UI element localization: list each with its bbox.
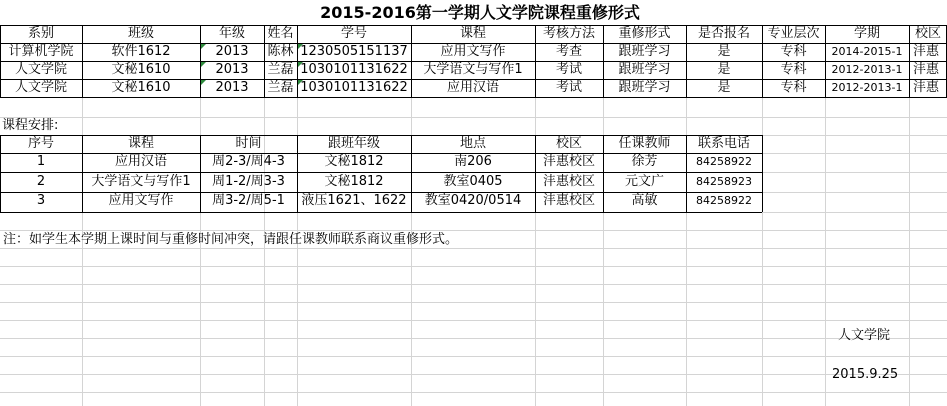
schedule-column-header: 跟班年级 bbox=[327, 136, 380, 151]
schedule-cell[interactable]: 周1-2/周3-3 bbox=[212, 173, 285, 189]
table-cell[interactable]: 兰磊 bbox=[267, 80, 294, 95]
schedule-cell[interactable]: 沣惠校区 bbox=[542, 173, 595, 189]
column-header: 考核方法 bbox=[542, 26, 595, 41]
table-cell[interactable]: 考试 bbox=[555, 80, 582, 95]
schedule-column-header: 联系电话 bbox=[697, 136, 750, 151]
column-header: 是否报名 bbox=[697, 26, 750, 41]
table-cell[interactable]: 跟班学习 bbox=[618, 44, 671, 59]
gridline-horizontal bbox=[0, 338, 947, 339]
table-cell[interactable]: 陈林 bbox=[267, 44, 294, 59]
schedule-column-header: 任课教师 bbox=[618, 136, 671, 151]
gridline-horizontal bbox=[0, 266, 947, 267]
table-cell[interactable]: 沣惠 bbox=[913, 80, 940, 95]
table-cell[interactable]: 计算机学院 bbox=[8, 44, 74, 59]
table-cell[interactable]: 文秘1610 bbox=[111, 80, 171, 95]
table-cell[interactable]: 沣惠 bbox=[913, 44, 940, 59]
gridline-horizontal bbox=[0, 302, 947, 303]
table-cell[interactable]: 是 bbox=[717, 44, 731, 59]
table-cell[interactable]: 1030101131622 bbox=[300, 62, 408, 77]
table-cell[interactable]: 软件1612 bbox=[111, 44, 171, 59]
cell-comment-marker bbox=[201, 80, 206, 85]
table-cell[interactable]: 2013 bbox=[215, 80, 249, 95]
column-header: 学号 bbox=[340, 26, 367, 41]
schedule-cell[interactable]: 84258922 bbox=[696, 155, 752, 168]
schedule-cell[interactable]: 高敏 bbox=[631, 193, 658, 208]
schedule-label: 课程安排: bbox=[2, 118, 59, 133]
column-header: 专业层次 bbox=[767, 26, 820, 41]
table-border bbox=[0, 212, 762, 213]
table-cell[interactable]: 2012-2013-1 bbox=[831, 81, 903, 94]
schedule-cell[interactable]: 教室0405 bbox=[443, 173, 503, 189]
column-header: 学期 bbox=[853, 26, 880, 41]
table-cell[interactable]: 是 bbox=[717, 62, 731, 77]
table-cell[interactable]: 2014-2015-1 bbox=[831, 45, 903, 58]
table-cell[interactable]: 大学语文与写作1 bbox=[423, 62, 523, 77]
schedule-cell[interactable]: 应用文写作 bbox=[108, 193, 174, 208]
table-cell[interactable]: 专科 bbox=[780, 80, 807, 95]
schedule-column-header: 地点 bbox=[459, 136, 486, 151]
gridline-horizontal bbox=[0, 117, 947, 118]
schedule-column-header: 时间 bbox=[235, 136, 262, 151]
schedule-cell[interactable]: 84258922 bbox=[696, 194, 752, 207]
table-cell[interactable]: 是 bbox=[717, 80, 731, 95]
gridline-horizontal bbox=[0, 356, 947, 357]
table-cell[interactable]: 应用汉语 bbox=[446, 80, 499, 95]
cell-comment-marker bbox=[298, 44, 303, 49]
schedule-column-header: 序号 bbox=[27, 136, 54, 151]
table-cell[interactable]: 文秘1610 bbox=[111, 62, 171, 77]
schedule-cell[interactable]: 1 bbox=[36, 154, 46, 169]
schedule-cell[interactable]: 液压1621、1622 bbox=[301, 193, 407, 208]
schedule-cell[interactable]: 大学语文与写作1 bbox=[91, 173, 191, 189]
date: 2015.9.25 bbox=[832, 367, 899, 382]
schedule-cell[interactable]: 周3-2/周5-1 bbox=[212, 193, 285, 208]
table-cell[interactable]: 人文学院 bbox=[14, 80, 67, 95]
table-cell[interactable]: 专科 bbox=[780, 44, 807, 59]
table-cell[interactable]: 沣惠 bbox=[913, 62, 940, 77]
schedule-cell[interactable]: 沣惠校区 bbox=[542, 154, 595, 169]
cell-comment-marker bbox=[201, 62, 206, 67]
cell-comment-marker bbox=[298, 62, 303, 67]
gridline-horizontal bbox=[0, 320, 947, 321]
table-cell[interactable]: 兰磊 bbox=[267, 62, 294, 77]
table-cell[interactable]: 2012-2013-1 bbox=[831, 63, 903, 76]
column-header: 校区 bbox=[914, 26, 941, 41]
footnote: 注：如学生本学期上课时间与重修时间冲突，请跟任课教师联系商议重修形式。 bbox=[3, 232, 459, 247]
schedule-cell[interactable]: 文秘1812 bbox=[324, 154, 384, 169]
column-header: 系别 bbox=[27, 26, 54, 41]
schedule-cell[interactable]: 2 bbox=[36, 173, 46, 189]
schedule-cell[interactable]: 南206 bbox=[454, 154, 492, 169]
table-cell[interactable]: 考试 bbox=[555, 62, 582, 77]
table-cell[interactable]: 2013 bbox=[215, 44, 249, 59]
schedule-cell[interactable]: 3 bbox=[36, 193, 46, 208]
schedule-column-header: 课程 bbox=[127, 136, 154, 151]
schedule-cell[interactable]: 应用汉语 bbox=[114, 154, 167, 169]
table-border bbox=[0, 97, 947, 98]
signature: 人文学院 bbox=[838, 328, 891, 343]
table-cell[interactable]: 1230505151137 bbox=[300, 44, 408, 59]
schedule-cell[interactable]: 周2-3/周4-3 bbox=[212, 154, 285, 169]
table-cell[interactable]: 专科 bbox=[780, 62, 807, 77]
gridline-horizontal bbox=[0, 284, 947, 285]
table-cell[interactable]: 跟班学习 bbox=[618, 80, 671, 95]
column-header: 班级 bbox=[127, 26, 154, 41]
column-header: 重修形式 bbox=[618, 26, 671, 41]
table-cell[interactable]: 跟班学习 bbox=[618, 62, 671, 77]
column-header: 姓名 bbox=[267, 26, 294, 41]
column-header: 课程 bbox=[459, 26, 486, 41]
schedule-cell[interactable]: 沣惠校区 bbox=[542, 193, 595, 208]
table-border bbox=[762, 135, 763, 212]
table-cell[interactable]: 应用文写作 bbox=[440, 44, 506, 59]
sheet-title: 2015-2016第一学期人文学院课程重修形式 bbox=[320, 3, 640, 22]
schedule-cell[interactable]: 徐芳 bbox=[631, 154, 658, 169]
table-cell[interactable]: 1030101131622 bbox=[300, 80, 408, 95]
gridline-horizontal bbox=[0, 392, 947, 393]
schedule-cell[interactable]: 元文广 bbox=[624, 173, 664, 189]
schedule-column-header: 校区 bbox=[555, 136, 582, 151]
table-cell[interactable]: 人文学院 bbox=[14, 62, 67, 77]
schedule-cell[interactable]: 84258923 bbox=[696, 174, 752, 188]
schedule-cell[interactable]: 教室0420/0514 bbox=[424, 193, 522, 208]
table-cell[interactable]: 2013 bbox=[215, 62, 249, 77]
cell-comment-marker bbox=[201, 44, 206, 49]
table-cell[interactable]: 考查 bbox=[555, 44, 582, 59]
cell-comment-marker bbox=[298, 80, 303, 85]
gridline-horizontal bbox=[0, 374, 947, 375]
schedule-cell[interactable]: 文秘1812 bbox=[324, 173, 384, 189]
column-header: 年级 bbox=[218, 26, 245, 41]
